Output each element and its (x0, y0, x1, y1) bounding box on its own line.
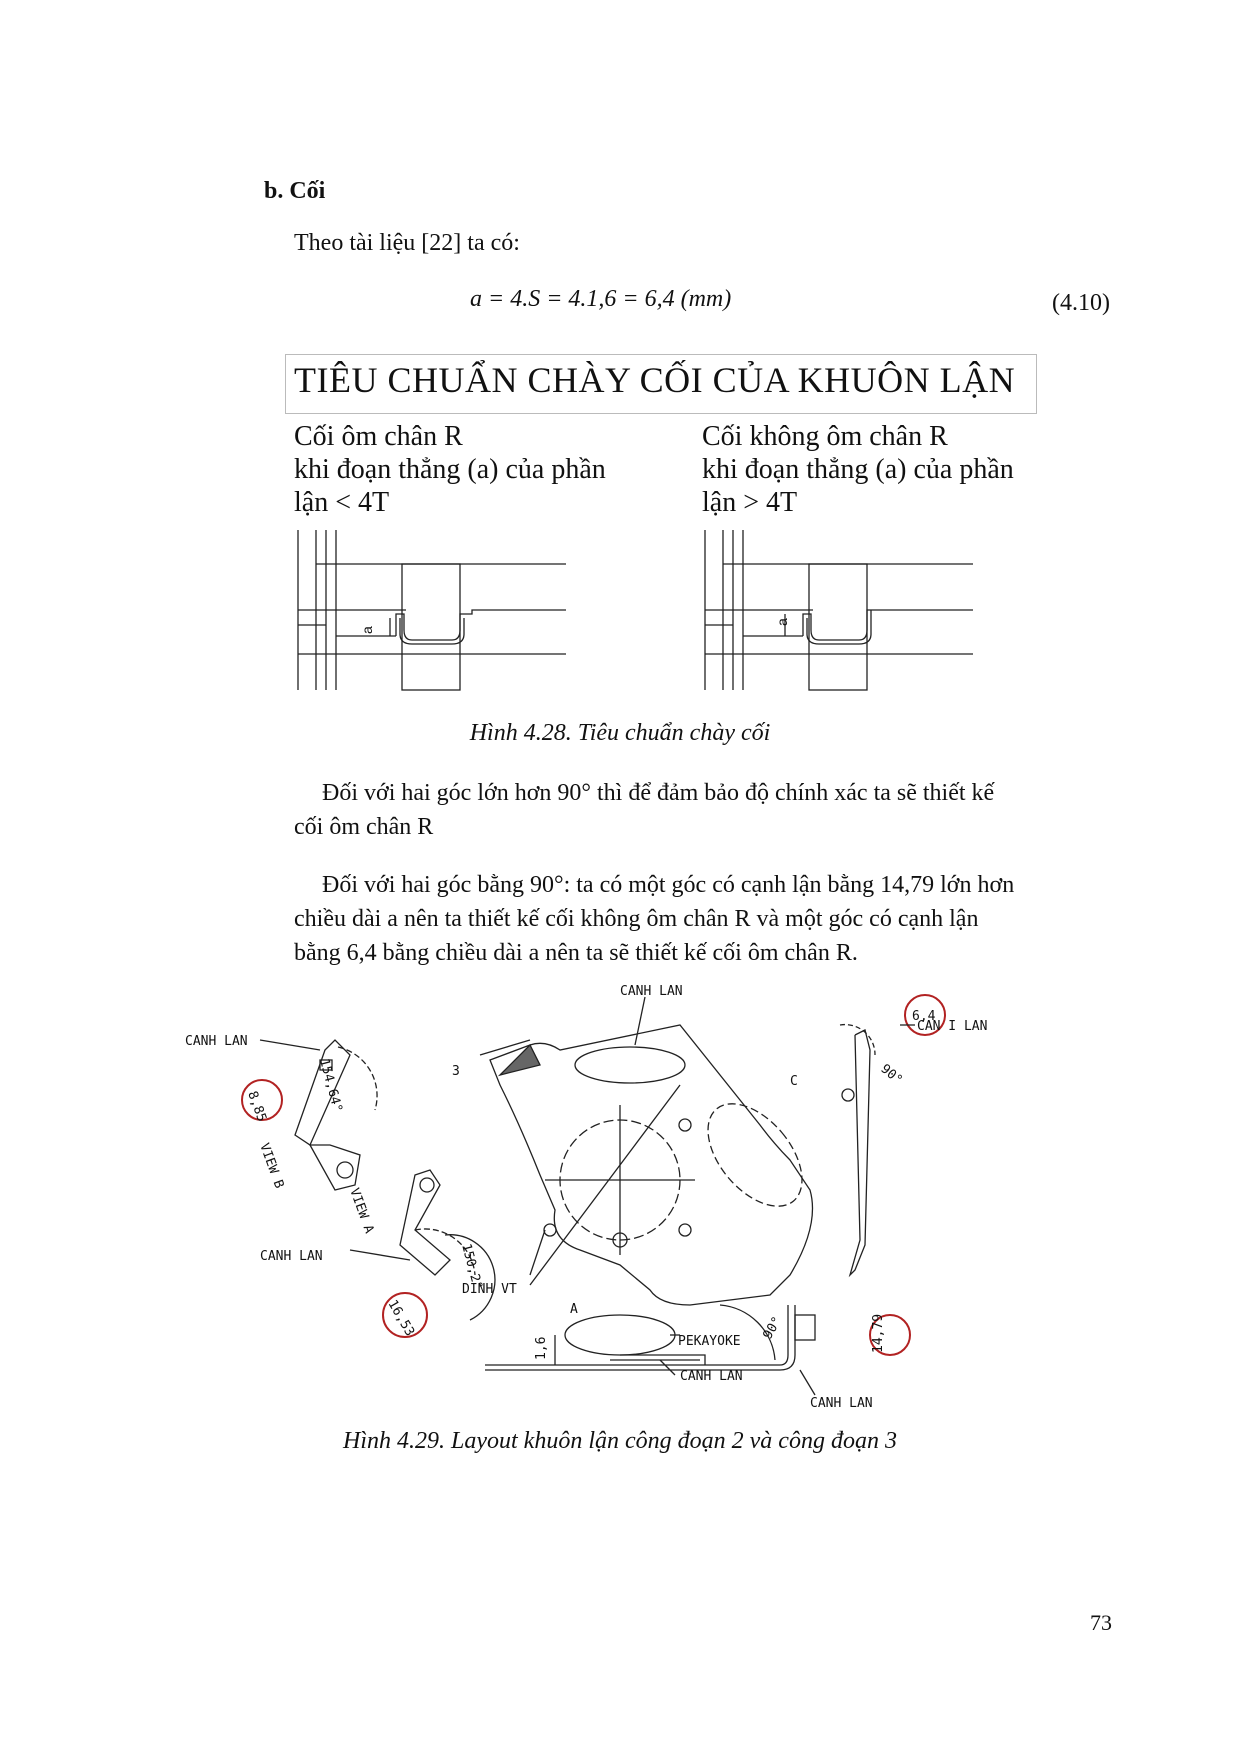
dim-a-left: a (359, 626, 375, 634)
label-view-a: VIEW A (346, 1186, 377, 1236)
label-canh-lan-4: CANH LAN (680, 1369, 743, 1384)
label-c: C (790, 1074, 798, 1089)
equation: a = 4.S = 4.1,6 = 6,4 (mm) (470, 286, 732, 312)
dim-angle-1: 154,64° (316, 1057, 345, 1114)
dim-angle-2: 150,2° (458, 1242, 485, 1292)
left-line: khi đoạn thẳng (a) của phần (294, 454, 606, 485)
label-canh-lan-5: CANH LAN (810, 1396, 873, 1411)
paragraph-2-line-1: Đối với hai góc bằng 90°: ta có một góc có cạnh lận bằng 14,79 lớn hơn (322, 872, 1015, 898)
page-number: 73 (1090, 1610, 1112, 1635)
paragraph-2-line-3: bằng 6,4 bằng chiều dài a nên ta sẽ thiết kế cối ôm chân R. (294, 940, 858, 966)
label-pekayoke: PEKAYOKE (678, 1334, 741, 1349)
right-line: lận > 4T (702, 487, 798, 518)
right-line: Cối không ôm chân R (702, 421, 948, 452)
figure-28-caption: Hình 4.28. Tiêu chuẩn chày cối (469, 720, 771, 746)
label-canh-lan-right: CAN I LAN (917, 1019, 988, 1034)
dim-d4: 14,79 (871, 1313, 886, 1353)
label-canh-lan-2: CANH LAN (260, 1249, 323, 1264)
right-line: khi đoạn thẳng (a) của phần (702, 454, 1014, 485)
label-a: A (570, 1302, 578, 1317)
left-line: lận < 4T (294, 487, 390, 518)
section-heading: b. Cối (264, 178, 326, 204)
left-line: Cối ôm chân R (294, 421, 463, 452)
figure-28-right-text (702, 420, 1014, 519)
figure-28-left-text (294, 420, 606, 519)
equation-number: (4.10) (1052, 290, 1110, 316)
figure-29-drawing (185, 975, 1100, 1425)
dim-angle-90-bottom: 90° (760, 1314, 786, 1342)
label-dinh-vt: DINH VT (462, 1282, 517, 1297)
label-3: 3 (452, 1064, 460, 1079)
paragraph-1-line-2: cối ôm chân R (294, 814, 434, 840)
dim-a-right: a (774, 618, 790, 626)
die-drawing-right (703, 530, 973, 690)
label-canh-lan-1: CANH LAN (185, 1034, 248, 1049)
dim-d1: 8,85 (244, 1089, 270, 1124)
label-view-b: VIEW B (256, 1141, 287, 1191)
dim-thickness: 1,6 (534, 1336, 549, 1360)
label-canh-lan-3: CANH LAN (620, 984, 683, 999)
intro-text: Theo tài liệu [22] ta có: (294, 230, 520, 256)
dim-angle-90-right: 90° (877, 1061, 906, 1089)
dim-d3: 6,4 (912, 1009, 936, 1024)
dim-d2: 16,53 (384, 1297, 418, 1339)
figure-28-title: TIÊU CHUẨN CHÀY CỐI CỦA KHUÔN LẬN (294, 360, 1016, 400)
figure-29-caption: Hình 4.29. Layout khuôn lận công đoạn 2 và công đoạn 3 (343, 1428, 897, 1454)
die-drawing-left (296, 530, 566, 690)
paragraph-1-line-1: Đối với hai góc lớn hơn 90° thì để đảm bảo độ chính xác ta sẽ thiết kế (322, 780, 995, 806)
paragraph-2-line-2: chiều dài a nên ta thiết kế cối không ôm chân R và một góc có cạnh lận (294, 906, 979, 932)
